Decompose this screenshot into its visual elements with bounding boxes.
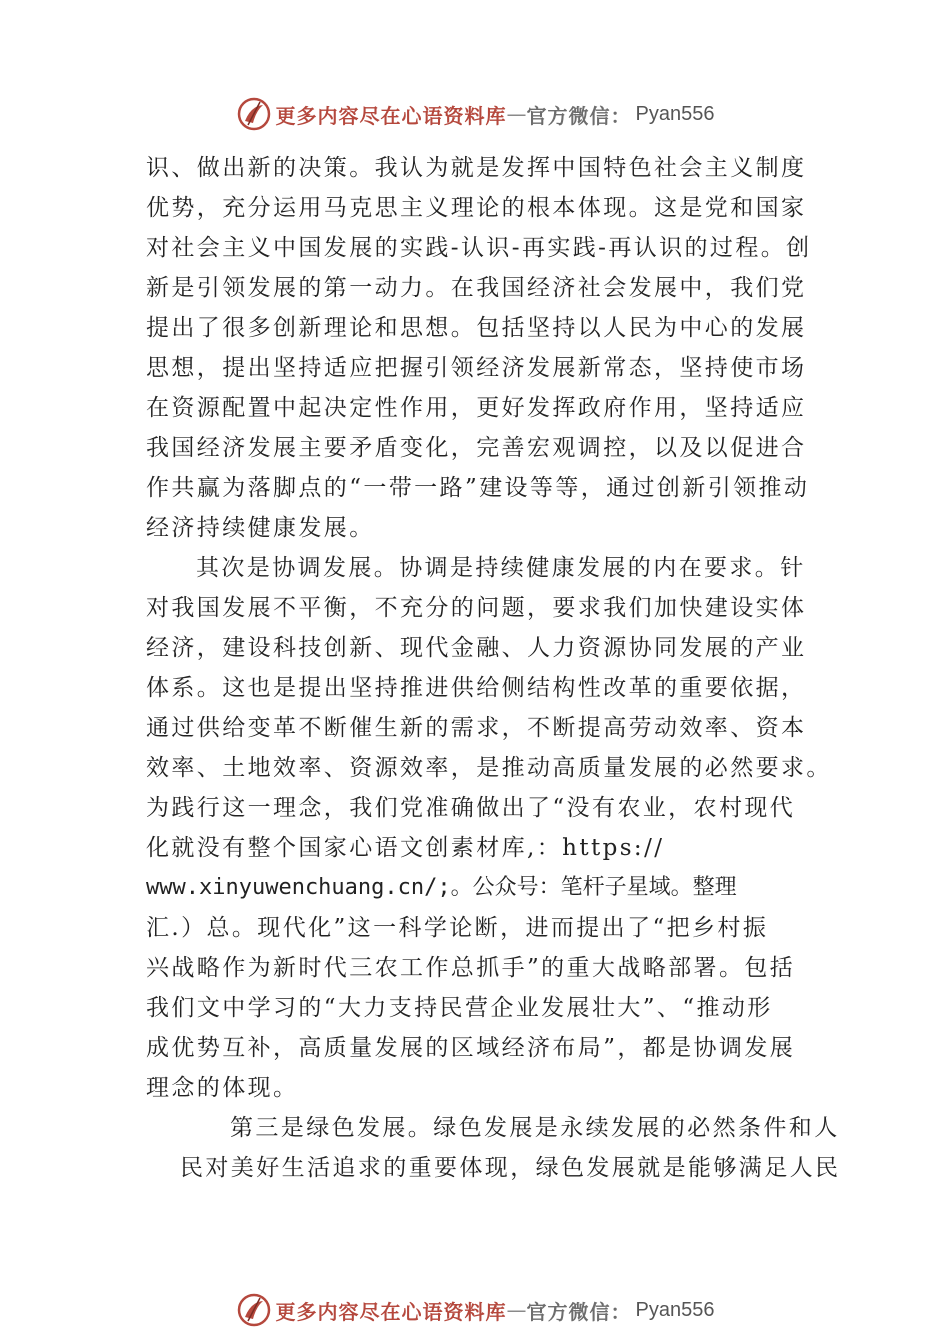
text-line-url: www.xinyuwenchuang.cn/;。公众号：笔杆子星域。整理 xyxy=(146,875,737,900)
text-line: 我们文中学习的“大力支持民营企业发展壮大”、“推动形 xyxy=(146,995,773,1021)
header-wechat-id: Pyan556 xyxy=(635,102,715,125)
footer-promo-text: 更多内容尽在心语资料库 xyxy=(275,1299,507,1324)
text-line: 对我国发展不平衡，不充分的问题，要求我们加快建设实体 xyxy=(146,595,807,621)
brush-logo-icon xyxy=(236,1292,272,1328)
header-wechat-label: 官方微信： xyxy=(526,103,632,128)
text-line: 效率、土地效率、资源效率，是推动高质量发展的必然要求。 xyxy=(146,755,832,781)
header-promo-text: 更多内容尽在心语资料库 xyxy=(275,103,507,128)
text-line: 对社会主义中国发展的实践-认识-再实践-再认识的过程。创 xyxy=(146,235,812,261)
brush-logo-icon xyxy=(236,96,272,132)
text-line: 兴战略作为新时代三农工作总抓手”的重大战略部署。包括 xyxy=(146,955,796,981)
text-line: 体系。这也是提出坚持推进供给侧结构性改革的重要依据， xyxy=(146,675,807,701)
text-line: 优势，充分运用马克思主义理论的根本体现。这是党和国家 xyxy=(146,195,807,221)
text-line: 汇.）总。现代化”这一科学论断，进而提出了“把乡村振 xyxy=(146,915,769,941)
text-line: 识、做出新的决策。我认为就是发挥中国特色社会主义制度 xyxy=(146,155,807,181)
text-line: 经济持续健康发展。 xyxy=(146,515,375,541)
footer-banner xyxy=(0,1288,950,1332)
text-line: 作共赢为落脚点的“一带一路”建设等等，通过创新引领推动 xyxy=(146,475,810,501)
footer-wechat-label: 官方微信： xyxy=(526,1299,632,1324)
footer-wechat-id: Pyan556 xyxy=(635,1298,715,1321)
text-line: 经济，建设科技创新、现代金融、人力资源协同发展的产业 xyxy=(146,635,807,661)
text-line: 通过供给变革不断催生新的需求，不断提高劳动效率、资本 xyxy=(146,715,807,741)
text-line: 思想，提出坚持适应把握引领经济发展新常态，坚持使市场 xyxy=(146,355,807,381)
text-line: 提出了很多创新理论和思想。包括坚持以人民为中心的发展 xyxy=(146,315,807,341)
text-line: 成优势互补，高质量发展的区域经济布局”，都是协调发展 xyxy=(146,1035,796,1061)
text-line: 我国经济发展主要矛盾变化，完善宏观调控，以及以促进合 xyxy=(146,435,807,461)
footer-dash: — xyxy=(506,1298,527,1322)
text-line: 新是引领发展的第一动力。在我国经济社会发展中，我们党 xyxy=(146,275,807,301)
paragraph-start-line: 其次是协调发展。协调是持续健康发展的内在要求。针 xyxy=(196,555,806,581)
text-line: 民对美好生活追求的重要体现，绿色发展就是能够满足人民 xyxy=(180,1155,841,1181)
header-dash: — xyxy=(506,102,527,126)
text-line: 在资源配置中起决定性作用，更好发挥政府作用，坚持适应 xyxy=(146,395,807,421)
text-line: 为践行这一理念，我们党准确做出了“没有农业，农村现代 xyxy=(146,795,796,821)
header-banner xyxy=(0,92,950,136)
paragraph-start-line: 第三是绿色发展。绿色发展是永续发展的必然条件和人 xyxy=(230,1115,840,1141)
text-line: 理念的体现。 xyxy=(146,1075,299,1101)
text-line: 化就没有整个国家心语文创素材库,：https:// xyxy=(146,835,665,861)
